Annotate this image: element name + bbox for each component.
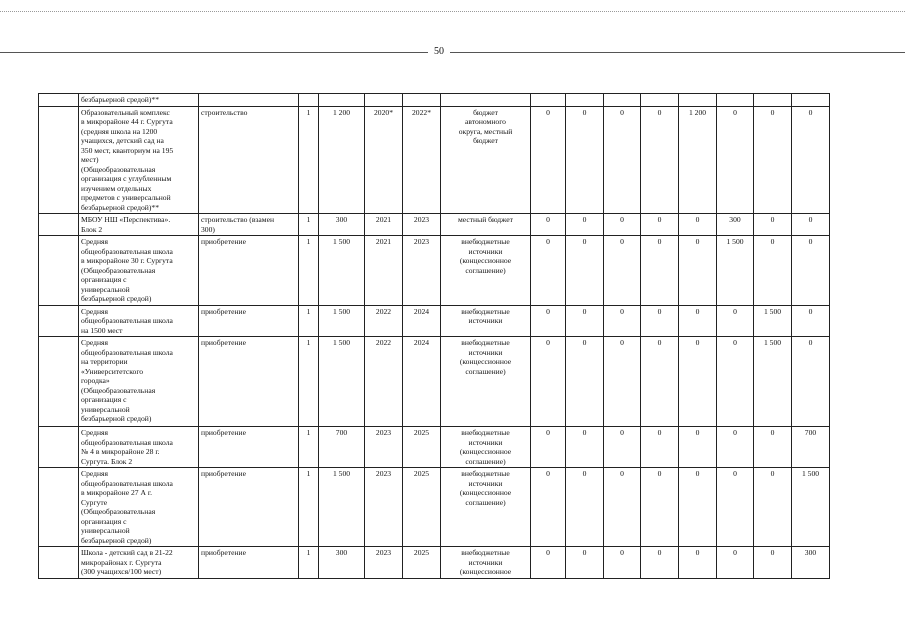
year-value-cell: 0: [641, 468, 679, 547]
year-value-cell: 0: [641, 337, 679, 427]
year-value-cell: 0: [717, 305, 754, 337]
year-value-cell: 0: [566, 547, 604, 579]
year-value-cell: 0: [566, 427, 604, 468]
year-value-cell: 0: [531, 305, 566, 337]
year-value-cell: 0: [679, 468, 717, 547]
year-value-cell: 0: [679, 337, 717, 427]
year-value-cell: 0: [566, 337, 604, 427]
row-index-cell: [39, 337, 79, 427]
year-value-cell: 0: [792, 106, 830, 214]
funding-source-cell: бюджет автономного округа, местный бюджет: [441, 106, 531, 214]
scan-edge-line: [0, 11, 905, 12]
year-value-cell: 0: [679, 427, 717, 468]
row-index-cell: [39, 547, 79, 579]
year-value-cell: 0: [531, 427, 566, 468]
end-year-cell: 2025: [403, 468, 441, 547]
year-value-cell: 0: [754, 427, 792, 468]
year-value-cell: 1 500: [754, 337, 792, 427]
table-row: [39, 106, 830, 214]
object-name-cell: Образовательный комплекс в микрорайоне 44 г. Сургута (средняя школа на 1200 учащихся, детский сад на 350 мест, кванториум на 195 мест) (Общеобразовательная организация с углубленным изучением отдельных предметов с универсальной безбарьерной средой)**: [79, 106, 199, 214]
year-value-cell: 0: [566, 305, 604, 337]
year-value-cell: [792, 94, 830, 107]
action-type-cell: строительство: [199, 106, 299, 214]
year-value-cell: 0: [604, 547, 641, 579]
quantity-cell: 1: [299, 214, 319, 236]
year-value-cell: 0: [531, 468, 566, 547]
year-value-cell: 0: [566, 236, 604, 306]
year-value-cell: 0: [717, 337, 754, 427]
year-value-cell: [566, 94, 604, 107]
start-year-cell: 2020*: [365, 106, 403, 214]
end-year-cell: 2025: [403, 547, 441, 579]
year-value-cell: 1 200: [679, 106, 717, 214]
year-value-cell: 1 500: [754, 305, 792, 337]
year-value-cell: 0: [604, 106, 641, 214]
start-year-cell: [365, 94, 403, 107]
year-value-cell: [717, 94, 754, 107]
start-year-cell: 2023: [365, 427, 403, 468]
year-value-cell: [679, 94, 717, 107]
table-row: [39, 547, 830, 579]
year-value-cell: 0: [531, 337, 566, 427]
funding-source-cell: внебюджетные источники (концессионное: [441, 547, 531, 579]
action-type-cell: приобретение: [199, 337, 299, 427]
funding-source-cell: внебюджетные источники (концессионное соглашение): [441, 468, 531, 547]
object-name-cell: безбарьерной средой)**: [79, 94, 199, 107]
end-year-cell: 2025: [403, 427, 441, 468]
year-value-cell: 0: [531, 106, 566, 214]
year-value-cell: 700: [792, 427, 830, 468]
capacity-cell: 300: [319, 547, 365, 579]
object-name-cell: Школа - детский сад в 21-22 микрорайонах г. Сургута (300 учащихся/100 мест): [79, 547, 199, 579]
year-value-cell: 0: [566, 214, 604, 236]
year-value-cell: 0: [641, 427, 679, 468]
action-type-cell: приобретение: [199, 236, 299, 306]
row-index-cell: [39, 427, 79, 468]
capacity-cell: 1 500: [319, 337, 365, 427]
year-value-cell: 0: [531, 214, 566, 236]
row-index-cell: [39, 236, 79, 306]
quantity-cell: 1: [299, 427, 319, 468]
year-value-cell: 0: [566, 106, 604, 214]
table-row: [39, 305, 830, 337]
end-year-cell: 2022*: [403, 106, 441, 214]
quantity-cell: 1: [299, 305, 319, 337]
capacity-cell: 300: [319, 214, 365, 236]
quantity-cell: 1: [299, 236, 319, 306]
row-index-cell: [39, 214, 79, 236]
quantity-cell: 1: [299, 468, 319, 547]
year-value-cell: [754, 94, 792, 107]
table-row: [39, 94, 830, 107]
year-value-cell: 0: [604, 236, 641, 306]
action-type-cell: приобретение: [199, 547, 299, 579]
year-value-cell: 0: [604, 468, 641, 547]
year-value-cell: 0: [531, 547, 566, 579]
action-type-cell: [199, 94, 299, 107]
funding-source-cell: внебюджетные источники (концессионное соглашение): [441, 427, 531, 468]
year-value-cell: 0: [641, 214, 679, 236]
capacity-cell: 1 200: [319, 106, 365, 214]
year-value-cell: 0: [641, 236, 679, 306]
year-value-cell: 1 500: [792, 468, 830, 547]
quantity-cell: 1: [299, 337, 319, 427]
funding-source-cell: внебюджетные источники: [441, 305, 531, 337]
funding-source-cell: местный бюджет: [441, 214, 531, 236]
year-value-cell: 0: [754, 236, 792, 306]
year-value-cell: 0: [679, 305, 717, 337]
year-value-cell: 0: [679, 214, 717, 236]
year-value-cell: 0: [717, 106, 754, 214]
funding-source-cell: внебюджетные источники (концессионное соглашение): [441, 337, 531, 427]
year-value-cell: 0: [717, 468, 754, 547]
start-year-cell: 2022: [365, 305, 403, 337]
year-value-cell: 0: [792, 236, 830, 306]
end-year-cell: 2023: [403, 214, 441, 236]
objects-table: [38, 93, 830, 579]
action-type-cell: приобретение: [199, 468, 299, 547]
table-row: [39, 468, 830, 547]
year-value-cell: 0: [754, 214, 792, 236]
action-type-cell: приобретение: [199, 427, 299, 468]
year-value-cell: [641, 94, 679, 107]
year-value-cell: 0: [792, 214, 830, 236]
object-name-cell: Средняя общеобразовательная школа на 1500 мест: [79, 305, 199, 337]
year-value-cell: 0: [679, 547, 717, 579]
year-value-cell: 0: [566, 468, 604, 547]
page-number: 50: [428, 46, 450, 57]
year-value-cell: 0: [754, 106, 792, 214]
year-value-cell: 0: [641, 305, 679, 337]
year-value-cell: 300: [792, 547, 830, 579]
row-index-cell: [39, 305, 79, 337]
action-type-cell: строительство (взамен 300): [199, 214, 299, 236]
year-value-cell: 0: [604, 305, 641, 337]
end-year-cell: 2023: [403, 236, 441, 306]
capacity-cell: 1 500: [319, 236, 365, 306]
year-value-cell: 0: [531, 236, 566, 306]
year-value-cell: 0: [754, 468, 792, 547]
capacity-cell: [319, 94, 365, 107]
year-value-cell: 0: [604, 427, 641, 468]
funding-source-cell: внебюджетные источники (концессионное соглашение): [441, 236, 531, 306]
quantity-cell: [299, 94, 319, 107]
object-name-cell: МБОУ НШ «Перспектива». Блок 2: [79, 214, 199, 236]
year-value-cell: 0: [792, 305, 830, 337]
action-type-cell: приобретение: [199, 305, 299, 337]
row-index-cell: [39, 106, 79, 214]
header-rule: [0, 52, 905, 53]
year-value-cell: 0: [641, 547, 679, 579]
quantity-cell: 1: [299, 547, 319, 579]
year-value-cell: 0: [679, 236, 717, 306]
start-year-cell: 2023: [365, 547, 403, 579]
funding-source-cell: [441, 94, 531, 107]
start-year-cell: 2022: [365, 337, 403, 427]
row-index-cell: [39, 94, 79, 107]
year-value-cell: 0: [641, 106, 679, 214]
table-row: [39, 337, 830, 427]
start-year-cell: 2021: [365, 214, 403, 236]
object-name-cell: Средняя общеобразовательная школа № 4 в микрорайоне 28 г. Сургута. Блок 2: [79, 427, 199, 468]
year-value-cell: 0: [604, 337, 641, 427]
year-value-cell: 0: [792, 337, 830, 427]
capacity-cell: 1 500: [319, 468, 365, 547]
year-value-cell: 0: [717, 547, 754, 579]
table-row: [39, 236, 830, 306]
year-value-cell: 1 500: [717, 236, 754, 306]
row-index-cell: [39, 468, 79, 547]
object-name-cell: Средняя общеобразовательная школа в микрорайоне 27 А г. Сургуте (Общеобразовательная организация с универсальной безбарьерной средой): [79, 468, 199, 547]
end-year-cell: 2024: [403, 305, 441, 337]
capacity-cell: 700: [319, 427, 365, 468]
table-row: [39, 427, 830, 468]
object-name-cell: Средняя общеобразовательная школа в микрорайоне 30 г. Сургута (Общеобразовательная организация с универсальной безбарьерной средой): [79, 236, 199, 306]
end-year-cell: [403, 94, 441, 107]
year-value-cell: 300: [717, 214, 754, 236]
start-year-cell: 2021: [365, 236, 403, 306]
table-row: [39, 214, 830, 236]
end-year-cell: 2024: [403, 337, 441, 427]
start-year-cell: 2023: [365, 468, 403, 547]
quantity-cell: 1: [299, 106, 319, 214]
year-value-cell: [604, 94, 641, 107]
object-name-cell: Средняя общеобразовательная школа на территории «Университетского городка» (Общеобразовательная организация с универсальной безбарьерной средой): [79, 337, 199, 427]
year-value-cell: 0: [604, 214, 641, 236]
year-value-cell: [531, 94, 566, 107]
capacity-cell: 1 500: [319, 305, 365, 337]
year-value-cell: 0: [754, 547, 792, 579]
year-value-cell: 0: [717, 427, 754, 468]
